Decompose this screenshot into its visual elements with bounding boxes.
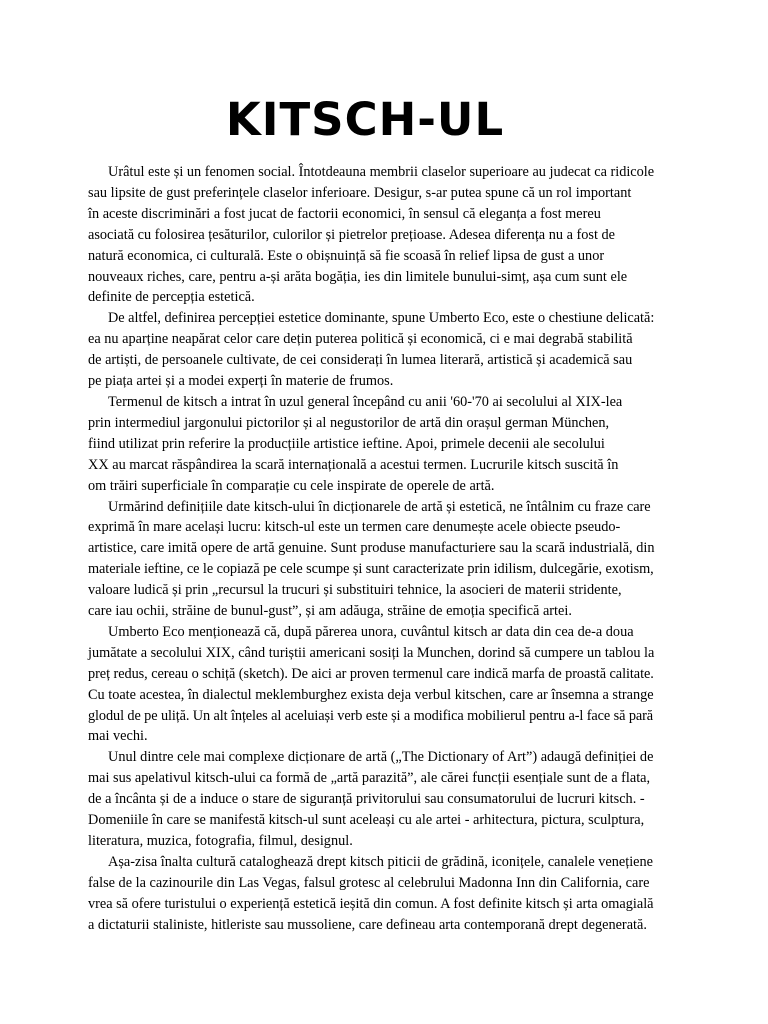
text-line: Urâtul este și un fenomen social. Întotdeauna membrii claselor superioare au judecat ca ridicole <box>108 164 655 180</box>
page-title: KITSCH-UL <box>225 93 505 146</box>
text-line: preț redus, cereau o schiță (sketch). De aici ar proven termenul care indică marfa de proastă calitate. <box>88 665 654 682</box>
text-line: materiale ieftine, ce le copiază pe cele scumpe și sunt caracterizate prin idilism, dulcegărie, exotism, <box>88 561 654 578</box>
text-line: literatura, muzica, fotografia, filmul, designul. <box>88 833 353 849</box>
text-line: definite de percepția estetică. <box>88 289 255 306</box>
paragraph <box>88 392 654 497</box>
text-line: Urmărind definițiile date kitsch-ului în dicționarele de artă și estetică, ne întâlnim cu fraze care <box>108 498 651 515</box>
text-line: De altfel, definirea percepției estetice dominante, spune Umberto Eco, este o chestiune delicată: <box>108 310 655 327</box>
text-line: Termenul de kitsch a intrat în uzul general începând cu anii '60-'70 ai secolului al XIX-lea <box>108 393 623 410</box>
text-line: prin intermediul jargonului pictorilor și al negustorilor de artă din orașul german München, <box>88 414 610 431</box>
text-line: jumătate a secolului XIX, când turiștii americani sosiți la Munchen, dorind să cumpere un tablou la <box>88 644 655 661</box>
text-line: în aceste discriminări a fost jucat de factorii economici, în sensul că eleganța a fost mereu <box>88 205 601 222</box>
text-line: exprimă în mare același lucru: kitsch-ul este un termen care denumește acele obiecte pseudo- <box>88 519 621 536</box>
text-line: de artiști, de persoanele cultivate, de cei considerați în lumea literară, artistică și academică sau <box>88 352 633 369</box>
text-line: a dictaturii staliniste, hitleriste sau mussoliene, care defineau arta contemporană drept degenerată. <box>88 916 647 933</box>
text-line: mai vechi. <box>88 728 148 745</box>
text-line: artistice, care imită opere de artă genuine. Sunt produse manufacturiere sau la scară industrială, din <box>88 540 655 557</box>
text-line: care iau ochii, străine de bunul-gust”, și am adăuga, străine de emoția specifică artei. <box>88 603 572 620</box>
text-line: Unul dintre cele mai complexe dicționare de artă („The Dictionary of Art”) adaugă definiției de <box>108 749 654 766</box>
text-line: nouveaux riches, care, pentru a-și arăta bogăția, ies din limitele bunului-simț, așa cum sunt ele <box>88 268 628 285</box>
text-line: mai sus apelativul kitsch-ului ca formă de „artă parazită”, ale cărei funcții esențiale sunt de a flata, <box>88 770 651 787</box>
text-line: Cu toate acestea, în dialectul meklemburghez exista deja verbul kitschen, care ar însemna a strange <box>88 686 654 703</box>
text-line: pe piața artei și a modei experți în materie de frumos. <box>88 373 394 390</box>
text-line: Așa-zisa înalta cultură cataloghează drept kitsch piticii de grădină, iconițele, canalele venețiene <box>108 853 654 870</box>
paragraph <box>88 747 654 852</box>
text-line: Umberto Eco menționează că, după părerea unora, cuvântul kitsch ar data din cea de-a doua <box>108 623 634 640</box>
text-line: natură economica, ci culturală. Este o obișnuință să fie scoasă în relief lipsa de gust a unor <box>88 247 605 264</box>
text-line: XX au marcat răspândirea la scară internațională a acestui termen. Lucrurile kitsch suscită în <box>88 456 619 473</box>
text-line: de a încânta și de a induce o stare de siguranță privitorului sau consumatorului de lucruri kitsch. - <box>88 791 645 808</box>
paragraph <box>88 308 654 392</box>
text-line: om trăiri superficiale în comparație cu cele inspirate de operele de artă. <box>88 477 495 494</box>
paragraph <box>88 497 654 622</box>
text-line: false de la cazinourile din Las Vegas, falsul grotesc al celebrului Madonna Inn din California, care <box>88 874 650 891</box>
text-line: ea nu aparține neapărat celor care dețin puterea politică și economică, ci e mai degrabă stabilită <box>88 331 633 348</box>
text-line: glodul de pe uliță. Un alt înțeles al aceluiași verb este și a modifica mobilierul pentru a-l face să pară <box>88 707 654 724</box>
paragraph <box>88 162 654 308</box>
paragraph <box>88 852 654 936</box>
text-line: fiind utilizat prin referire la producțiile artistice ieftine. Apoi, primele decenii ale secolului <box>88 435 605 452</box>
text-line: sau lipsite de gust preferințele claselor inferioare. Desigur, s-ar putea spune că un rol important <box>88 184 632 201</box>
text-line: Domeniile în care se manifestă kitsch-ul sunt aceleași cu ale artei - arhitectura, pictura, sculptura, <box>88 812 645 829</box>
text-line: asociată cu folosirea țesăturilor, culorilor și pietrelor prețioase. Adesea diferența nu a fost de <box>88 226 616 243</box>
text-line: vrea să ofere turistului o experiență estetică ieșită din comun. A fost definite kitsch și arta omagială <box>88 895 654 912</box>
article-body <box>88 162 654 936</box>
paragraph <box>88 622 654 747</box>
text-line: valoare ludică și prin „recursul la trucuri și substituiri tehnice, la asocieri de materii stridente, <box>88 582 622 599</box>
